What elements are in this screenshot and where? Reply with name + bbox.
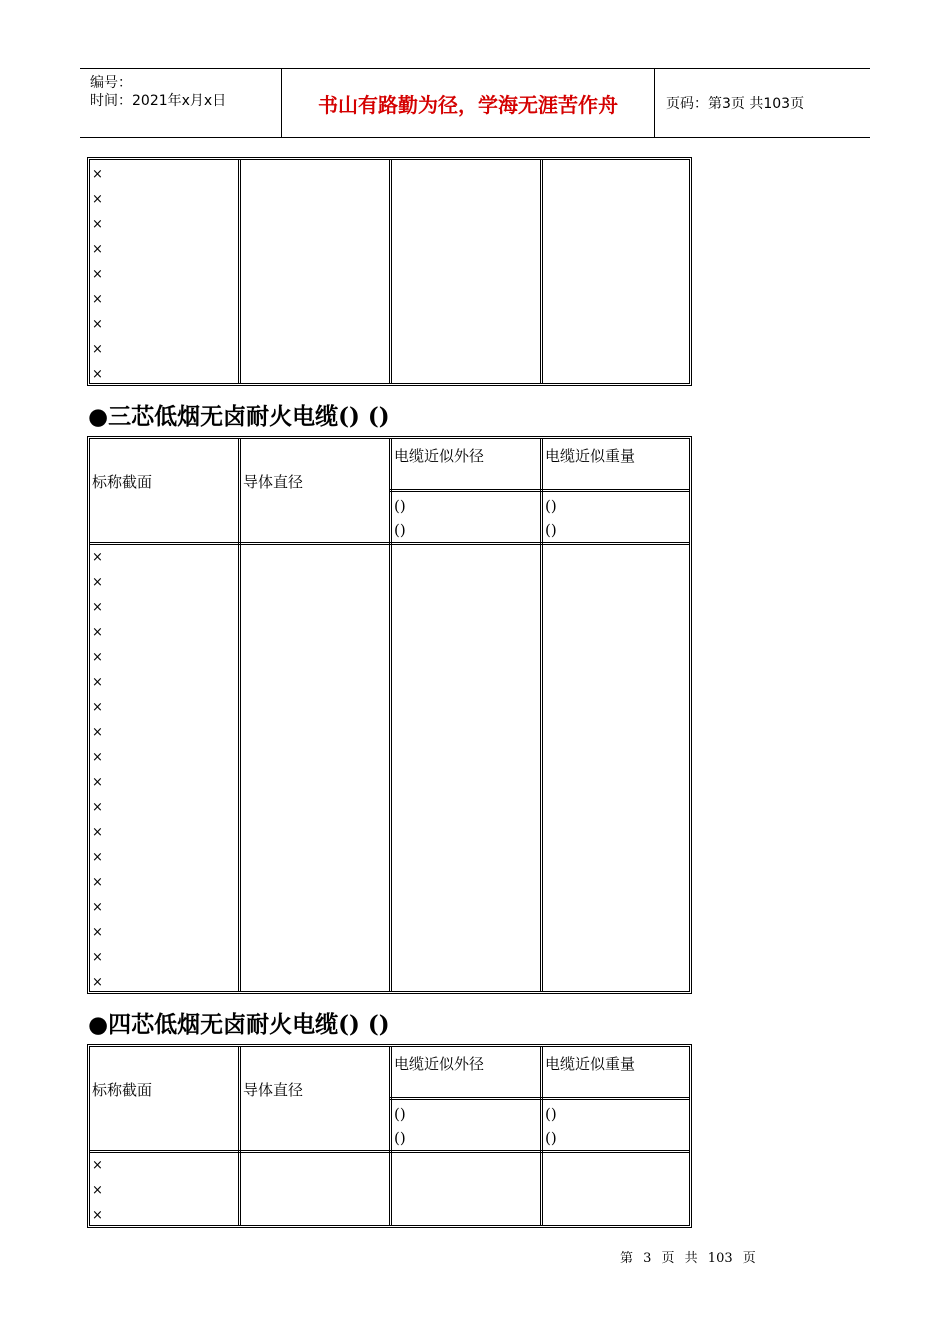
col-header-weight: 电缆近似重量 — [545, 1055, 636, 1073]
size-column — [92, 545, 103, 995]
size-column — [92, 162, 103, 387]
table-row: × — [92, 600, 103, 615]
col-header-diameter: 导体直径 — [243, 1081, 304, 1099]
header-meta — [80, 69, 282, 137]
unit-weight-a: () — [545, 497, 557, 515]
col-header-size: 标称截面 — [92, 1081, 153, 1099]
unit-outer-diameter-a: () — [394, 497, 406, 515]
table-row: × — [92, 550, 103, 565]
header-page-info: 页码：第3页 共103页 — [666, 96, 805, 112]
page-header — [80, 68, 870, 138]
col-header-outer-diameter: 电缆近似外径 — [394, 447, 485, 465]
table-row: × — [92, 575, 103, 590]
section-title-3core: ●三芯低烟无卤耐火电缆() () — [88, 403, 390, 430]
table-row: × — [92, 242, 103, 257]
table-row: × — [92, 342, 103, 357]
table-row: × — [92, 750, 103, 765]
table-row: × — [92, 625, 103, 640]
table-row: × — [92, 1158, 103, 1173]
unit-outer-diameter-b: () — [394, 1129, 406, 1147]
table-row: × — [92, 1208, 103, 1223]
table-row: × — [92, 675, 103, 690]
unit-weight-b: () — [545, 521, 557, 539]
table-row: × — [92, 317, 103, 332]
time-label: 时间：2021年x月x日 — [90, 93, 227, 109]
table-row: × — [92, 975, 103, 990]
table-row: × — [92, 1183, 103, 1198]
table-row: × — [92, 775, 103, 790]
table-row: × — [92, 367, 103, 382]
table-row: × — [92, 800, 103, 815]
page-footer: 第 3 页 共 103 页 — [620, 1251, 756, 1266]
table-row: × — [92, 650, 103, 665]
unit-weight-a: () — [545, 1105, 557, 1123]
col-header-size: 标称截面 — [92, 473, 153, 491]
table-row: × — [92, 700, 103, 715]
table-row: × — [92, 875, 103, 890]
table-row: × — [92, 900, 103, 915]
table-row: × — [92, 925, 103, 940]
table-row: × — [92, 725, 103, 740]
unit-outer-diameter-b: () — [394, 521, 406, 539]
header-motto: 书山有路勤为径，学海无涯苦作舟 — [282, 69, 655, 137]
table-row: × — [92, 950, 103, 965]
table-row: × — [92, 192, 103, 207]
table-row: × — [92, 217, 103, 232]
table-row: × — [92, 292, 103, 307]
size-column — [92, 1153, 103, 1228]
col-header-outer-diameter: 电缆近似外径 — [394, 1055, 485, 1073]
table-3core — [87, 436, 692, 994]
table-continued — [87, 157, 692, 386]
section-title-4core: ●四芯低烟无卤耐火电缆() () — [88, 1011, 390, 1038]
table-row: × — [92, 167, 103, 182]
code-label: 编号： — [90, 75, 132, 91]
table-4core — [87, 1044, 692, 1228]
table-row: × — [92, 850, 103, 865]
unit-outer-diameter-a: () — [394, 1105, 406, 1123]
table-row: × — [92, 267, 103, 282]
table-row: × — [92, 825, 103, 840]
col-header-diameter: 导体直径 — [243, 473, 304, 491]
unit-weight-b: () — [545, 1129, 557, 1147]
col-header-weight: 电缆近似重量 — [545, 447, 636, 465]
